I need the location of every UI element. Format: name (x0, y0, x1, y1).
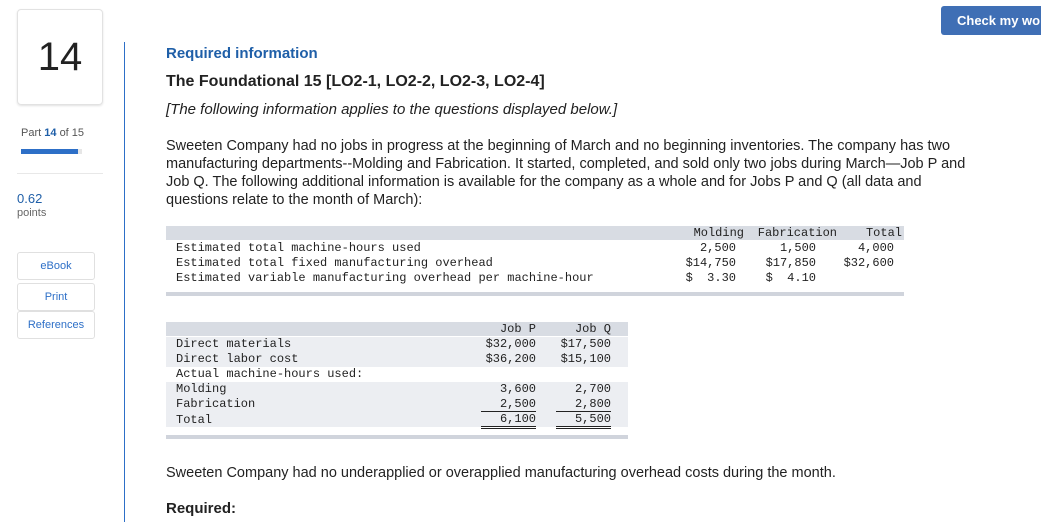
table-bottom-band (166, 292, 904, 296)
table-row-label: Estimated total fixed manufacturing overhead (176, 256, 493, 270)
table-cell: 4,000 (857, 241, 894, 255)
part-current: 14 (44, 127, 57, 139)
column-header-total: Total (865, 226, 902, 240)
problem-title: The Foundational 15 [LO2-1, LO2-2, LO2-3, LO2-4] (166, 73, 545, 90)
table-row-label: Estimated variable manufacturing overhead per machine-hour (176, 271, 594, 285)
table-row-label: Direct labor cost (176, 352, 299, 366)
table-cell: 1,500 (779, 241, 816, 255)
table-cell: 2,700 (574, 382, 611, 396)
check-my-work-button[interactable]: Check my work (941, 6, 1041, 35)
content-divider-line (124, 42, 125, 522)
column-header-molding: Molding (693, 226, 744, 240)
part-progress-fill (21, 149, 78, 154)
job-cost-table (166, 322, 628, 442)
part-indicator (21, 127, 84, 139)
part-progress-bar (21, 149, 82, 154)
table-cell: $ 3.30 (685, 271, 736, 285)
table-cell: $14,750 (685, 256, 736, 270)
table-cell: 2,500 (699, 241, 736, 255)
table-cell: $32,000 (485, 337, 536, 351)
table-cell: $36,200 (485, 352, 536, 366)
table-cell: $ 4.10 (765, 271, 816, 285)
column-header-fabrication: Fabrication (757, 226, 837, 240)
question-number-box (17, 9, 103, 105)
table-cell: $17,850 (765, 256, 816, 270)
table-row-label: Molding (176, 382, 227, 396)
ebook-button[interactable]: eBook (17, 252, 95, 280)
part-of: of 15 (59, 127, 85, 139)
table-cell: $17,500 (560, 337, 611, 351)
table-cell: $32,600 (843, 256, 894, 270)
table-cell: 2,500 (481, 397, 536, 412)
points-label: points (17, 207, 47, 219)
table-row-label: Direct materials (176, 337, 292, 351)
problem-subtitle: [The following information applies to the questions displayed below.] (166, 101, 618, 118)
required-information-heading: Required information (166, 45, 318, 62)
table-cell: 5,500 (556, 412, 611, 429)
table-row-label: Total (176, 413, 213, 427)
required-heading: Required: (166, 500, 237, 517)
problem-description: Sweeten Company had no jobs in progress at the beginning of March and no beginning inventories. The company has two manufacturing departments--Molding and Fabrication. It started, completed, and sold only two jobs during March—Job P and Job Q. The following additional information is available for the company as a whole and for Jobs P and Q (all data and questions relate to the month of March): (166, 138, 966, 208)
table-row-label: Actual machine-hours used: (176, 367, 364, 381)
overhead-note: Sweeten Company had no underapplied or overapplied manufacturing overhead costs during the month. (166, 465, 836, 481)
column-header-job-p: Job P (499, 322, 536, 336)
sidebar-divider (17, 173, 103, 174)
table-row-label: Estimated total machine-hours used (176, 241, 421, 255)
table-bottom-band (166, 435, 628, 439)
overhead-estimates-table (166, 226, 904, 298)
question-number: 14 (37, 34, 83, 79)
table-cell: 6,100 (481, 412, 536, 429)
table-cell: $15,100 (560, 352, 611, 366)
references-button[interactable]: References (17, 311, 95, 339)
print-button[interactable]: Print (17, 283, 95, 311)
points-value: 0.62 (17, 191, 43, 206)
column-header-job-q: Job Q (574, 322, 611, 336)
table-cell: 2,800 (556, 397, 611, 412)
table-cell: 3,600 (499, 382, 536, 396)
table-row-label: Fabrication (176, 397, 256, 411)
part-label-prefix: Part (21, 127, 42, 139)
